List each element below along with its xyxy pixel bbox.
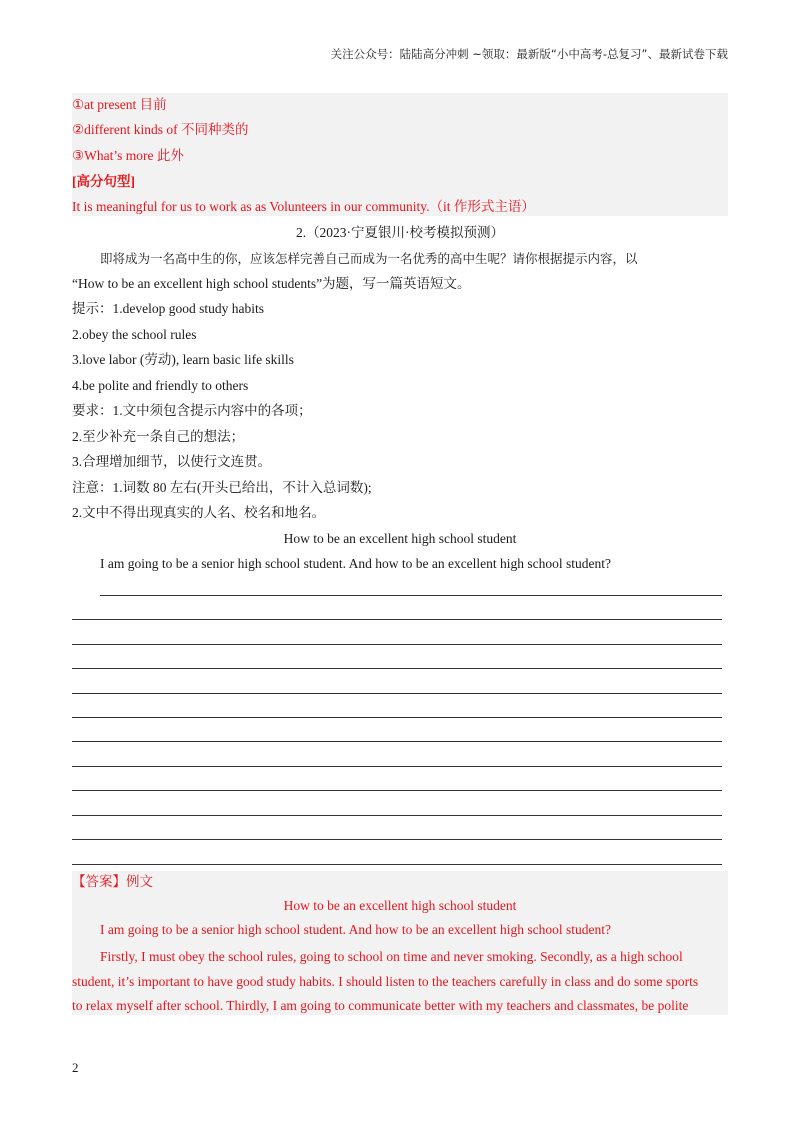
writing-line — [72, 864, 722, 865]
sentence-pattern-heading: [高分句型] — [72, 174, 135, 189]
writing-line — [72, 668, 722, 669]
hint-item: 4.be polite and friendly to others — [72, 378, 249, 393]
page-header: 关注公众号：陆陆高分冲刺 ~领取：最新版“小中高考-总复习”、最新试卷下载 — [330, 47, 728, 61]
essay-opening: I am going to be a senior high school student. And how to be an excellent high school student? — [100, 556, 612, 571]
answer-label: 【答案】例文 — [72, 874, 153, 889]
question-intro: 即将成为一名高中生的你，应该怎样完善自己而成为一名优秀的高中生呢？请你根据提示内容，以 — [100, 251, 638, 266]
writing-line — [72, 619, 722, 620]
phrase-item: ③What’s more 此外 — [72, 148, 184, 163]
writing-line — [72, 717, 722, 718]
writing-line — [100, 595, 722, 596]
writing-line — [72, 790, 722, 791]
question-title: 2.（2023·宁夏银川·校考模拟预测） — [295, 225, 505, 240]
hint-item: 提示：1.develop good study habits — [72, 301, 264, 316]
sentence-pattern-text: It is meaningful for us to work as as Volunteers in our community.（it 作形式主语） — [72, 199, 535, 214]
page-number: 2 — [72, 1060, 79, 1075]
answer-line: Firstly, I must obey the school rules, going to school on time and never smoking. Secondly, as a high school — [100, 949, 683, 964]
writing-line — [72, 766, 722, 767]
requirement-item: 3.合理增加细节，以使行文连贯。 — [72, 454, 272, 469]
writing-line — [72, 644, 722, 645]
phrase-item: ②different kinds of 不同种类的 — [72, 122, 249, 137]
note-item: 2.文中不得出现真实的人名、校名和地名。 — [72, 505, 326, 520]
phrase-item: ①at present 目前 — [72, 97, 167, 112]
answer-line: I am going to be a senior high school student. And how to be an excellent high school student? — [100, 922, 612, 937]
hint-item: 2.obey the school rules — [72, 327, 197, 342]
hint-item: 3.love labor (劳动), learn basic life skills — [72, 352, 294, 367]
essay-title: How to be an excellent high school student — [283, 531, 517, 546]
writing-line — [72, 741, 722, 742]
answer-line: student, it’s important to have good study habits. I should listen to the teachers carefully in class and do some sports — [72, 974, 699, 989]
question-intro: “How to be an excellent high school students”为题，写一篇英语短文。 — [72, 276, 471, 291]
writing-line — [72, 839, 722, 840]
answer-block — [72, 871, 728, 1015]
writing-line — [72, 693, 722, 694]
requirement-item: 要求：1.文中须包含提示内容中的各项； — [72, 403, 312, 418]
requirement-item: 2.至少补充一条自己的想法； — [72, 429, 245, 444]
note-item: 注意：1.词数 80 左右(开头已给出，不计入总词数); — [72, 480, 372, 495]
answer-title: How to be an excellent high school student — [283, 898, 517, 913]
writing-line — [72, 815, 722, 816]
answer-line: to relax myself after school. Thirdly, I am going to communicate better with my teachers and classmates, be polite — [72, 998, 689, 1013]
